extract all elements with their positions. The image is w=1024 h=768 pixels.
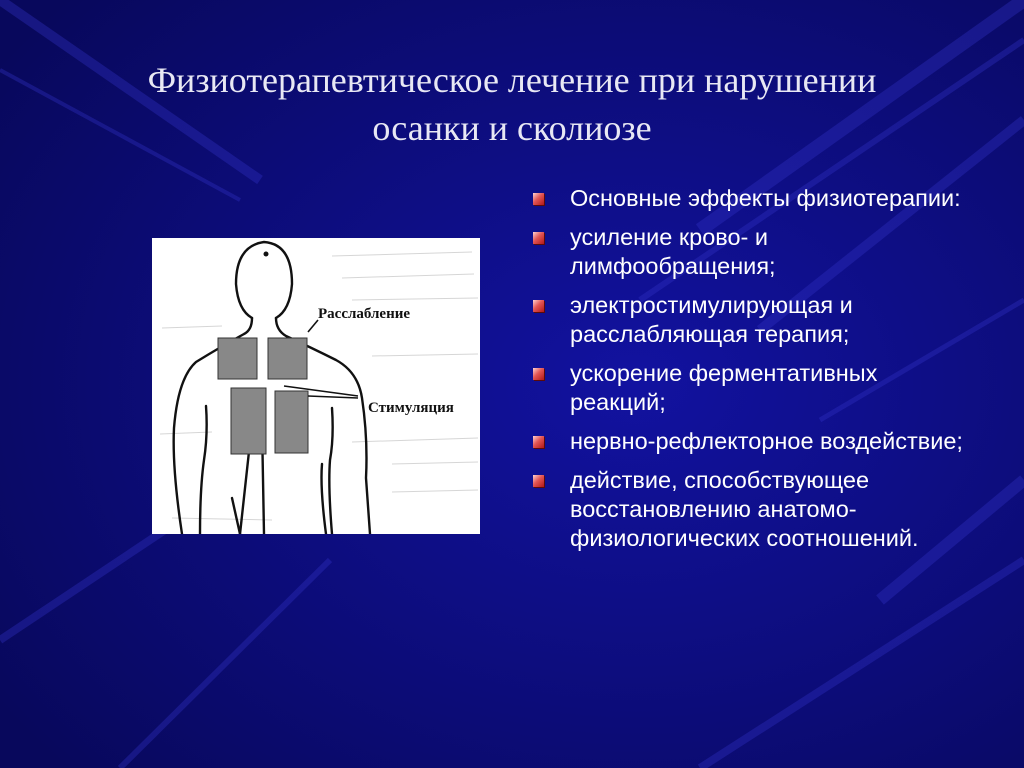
label-stimulation: Стимуляция — [368, 400, 454, 416]
bullet-square-icon — [533, 232, 544, 244]
bullet-square-icon — [533, 475, 544, 487]
list-item — [530, 466, 970, 553]
list-item — [530, 427, 970, 456]
list-item — [530, 223, 970, 281]
list-item-text: ускорение ферментативных реакций; — [570, 360, 878, 415]
list-item — [530, 184, 970, 213]
list-item-text: Основные эффекты физиотерапии: — [570, 185, 961, 211]
bullet-square-icon — [533, 300, 544, 312]
back-silhouette-drawing — [152, 238, 480, 534]
bullet-square-icon — [533, 193, 544, 205]
slide-title — [70, 56, 954, 152]
bullet-square-icon — [533, 436, 544, 448]
list-item-text: действие, способствующее восстановлению анатомо-физиологических соотношений. — [570, 467, 919, 551]
bullet-square-icon — [533, 368, 544, 380]
title-line-2: осанки и сколиозе — [372, 108, 652, 148]
back-diagram-image — [152, 238, 480, 534]
list-item — [530, 291, 970, 349]
label-relaxation: Расслабление — [318, 306, 411, 322]
list-item-text: нервно-рефлекторное воздействие; — [570, 428, 963, 454]
list-item — [530, 359, 970, 417]
title-line-1: Физиотерапевтическое лечение при нарушении — [147, 60, 877, 100]
list-item-text: усиление крово- и лимфообращения; — [570, 224, 776, 279]
effects-list — [530, 184, 970, 563]
list-item-text: электростимулирующая и расслабляющая терапия; — [570, 292, 853, 347]
